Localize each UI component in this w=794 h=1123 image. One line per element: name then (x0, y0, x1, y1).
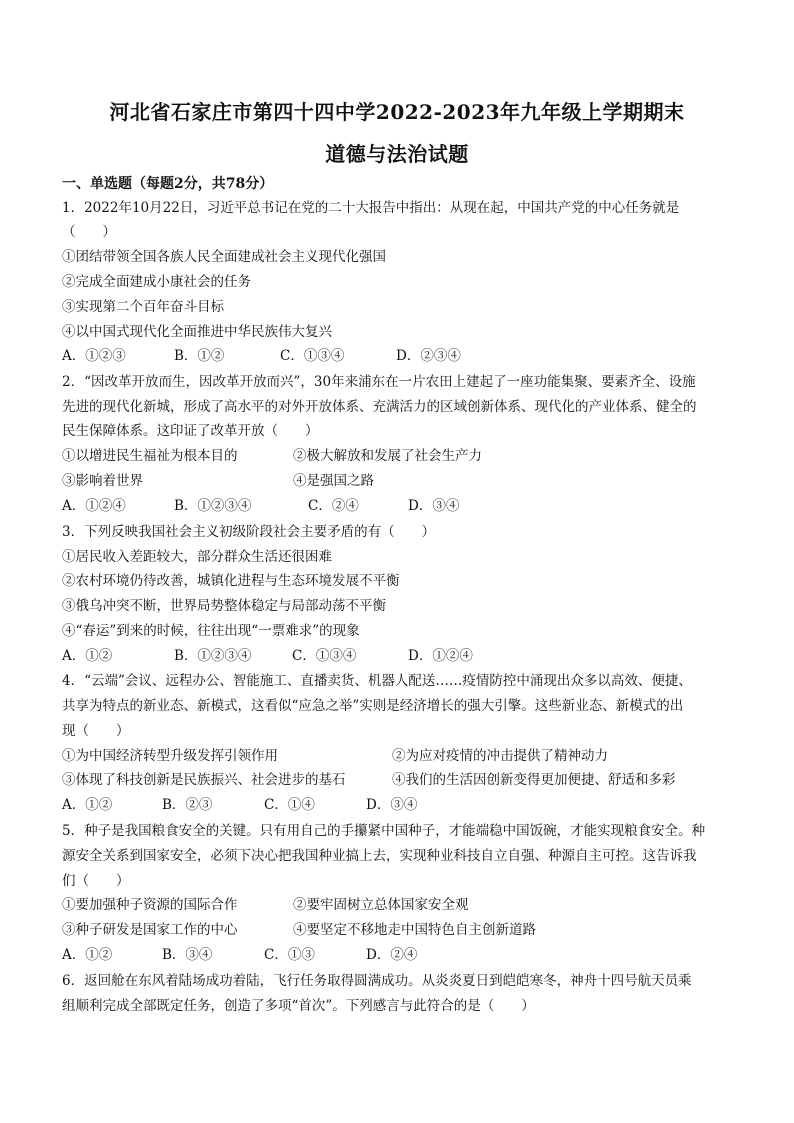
q5-answer-d: D．②④ (366, 947, 418, 963)
q6-stem-1: 6．返回舱在东风着陆场成功着陆，飞行任务取得圆满成功。从炎炎夏日到皑皑寒冬，神舟十四号航天员乘 (62, 973, 692, 989)
q5-answer-c: C．①③ (264, 947, 315, 963)
q3-option-2: ②农村环境仍待改善，城镇化进程与生态环境发展不平衡 (62, 573, 400, 589)
q2-option-4: ④是强国之路 (293, 473, 374, 489)
q1-option-2: ②完成全面建成小康社会的任务 (62, 274, 251, 290)
q5-option-3: ③种子研发是国家工作的中心 (62, 922, 238, 938)
q4-answer-a: A．①② (62, 797, 113, 813)
q1-answer-a: A．①②③ (62, 348, 126, 364)
q3-answer-b: B．①②③④ (174, 648, 252, 664)
q5-option-2: ②要牢固树立总体国家安全观 (293, 897, 469, 913)
q3-answer-c: C．①③④ (292, 648, 357, 664)
q1-option-4: ④以中国式现代化全面推进中华民族伟大复兴 (62, 324, 332, 340)
section-heading: 一、单选题（每题2分，共78分） (62, 176, 274, 192)
q2-answer-b: B．①②③④ (174, 498, 252, 514)
q2-stem-2: 先进的现代化新城，形成了高水平的对外开放体系、充满活力的区域创新体系、现代化的产业体系、健全的 (62, 399, 697, 415)
q3-option-4: ④“春运”到来的时候，往往出现“一票难求”的现象 (62, 623, 360, 639)
q6-stem-2: 组顺利完成全部既定任务，创造了多项“首次”。下列感言与此符合的是（ ） (62, 998, 535, 1014)
q2-option-1: ①以增进民生福祉为根本目的 (62, 448, 238, 464)
exam-title: 河北省石家庄市第四十四中学2022-2023年九年级上学期期末 (109, 100, 685, 124)
q5-answer-a: A．①② (62, 947, 113, 963)
q4-stem-2: 共享为特点的新业态、新模式，这看似“应急之举”实则是经济增长的强大引擎。这些新业态、新模式的出 (62, 698, 684, 714)
q2-answer-a: A．①②④ (62, 498, 126, 514)
q5-option-4: ④要坚定不移地走中国特色自主创新道路 (293, 922, 536, 938)
q3-option-3: ③俄乌冲突不断，世界局势整体稳定与局部动荡不平衡 (62, 598, 386, 614)
q3-answer-d: D．①②④ (408, 648, 473, 664)
q2-stem-3: 民生保障体系。这印证了改革开放（ ） (62, 423, 319, 439)
q1-option-1: ①团结带领全国各族人民全面建成社会主义现代化强国 (62, 249, 386, 265)
q5-stem-2: 源安全关系到国家安全，必须下决心把我国种业搞上去，实现种业科技自立自强、种源自主可控。这告诉我 (62, 848, 697, 864)
q5-stem-3: 们（ ） (62, 873, 130, 889)
q5-answer-b: B．③④ (162, 947, 213, 963)
q2-stem-1: 2．“因改革开放而生，因改革开放而兴”，30年来浦东在一片农田上建起了一座功能集聚、要素齐全、设施 (62, 374, 696, 390)
q2-option-2: ②极大解放和发展了社会生产力 (293, 448, 482, 464)
q4-answer-c: C．①④ (264, 797, 315, 813)
q4-option-2: ②为应对疫情的冲击提供了精神动力 (392, 748, 608, 764)
q1-answer-d: D．②③④ (396, 348, 461, 364)
q4-option-4: ④我们的生活因创新变得更加便捷、舒适和多彩 (392, 772, 676, 788)
q1-stem: 1．2022年10月22日，习近平总书记在党的二十大报告中指出：从现在起，中国共产党的中心任务就是 (62, 200, 680, 216)
q4-option-1: ①为中国经济转型升级发挥引领作用 (62, 748, 278, 764)
q5-stem-1: 5．种子是我国粮食安全的关键。只有用自己的手攥紧中国种子，才能端稳中国饭碗，才能实现粮食安全。种 (62, 823, 706, 839)
q2-answer-d: D．③④ (408, 498, 460, 514)
q1-stem-blank: （ ） (62, 224, 116, 240)
q1-option-3: ③实现第二个百年奋斗目标 (62, 299, 224, 315)
q5-option-1: ①要加强种子资源的国际合作 (62, 897, 238, 913)
q1-answer-b: B．①② (174, 348, 225, 364)
q3-answer-a: A．①② (62, 648, 113, 664)
q4-option-3: ③体现了科技创新是民族振兴、社会进步的基石 (62, 772, 346, 788)
q4-answer-b: B．②③ (162, 797, 213, 813)
q2-option-3: ③影响着世界 (62, 473, 143, 489)
q3-stem: 3．下列反映我国社会主义初级阶段社会主要矛盾的有（ ） (62, 524, 436, 540)
q4-stem-3: 现（ ） (62, 723, 130, 739)
exam-subtitle: 道德与法治试题 (325, 142, 469, 166)
q3-option-1: ①居民收入差距较大，部分群众生活还很困难 (62, 549, 332, 565)
q4-answer-d: D．③④ (366, 797, 418, 813)
q4-stem-1: 4．“云端”会议、远程办公、智能施工、直播卖货、机器人配送……疫情防控中涌现出众多以高效、便捷、 (62, 673, 692, 689)
q1-answer-c: C．①③④ (280, 348, 345, 364)
q2-answer-c: C．②④ (308, 498, 359, 514)
